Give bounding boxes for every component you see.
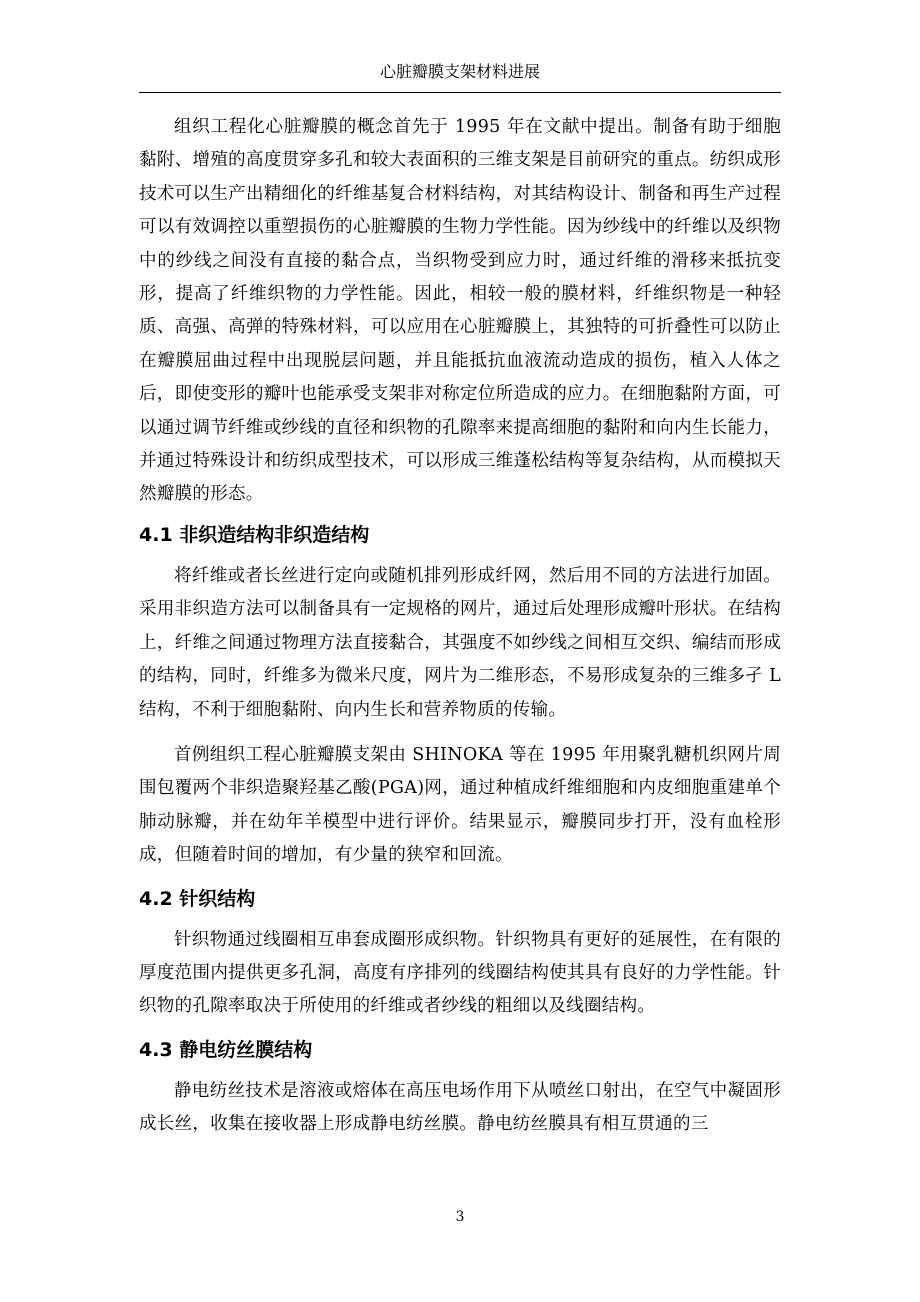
intro-paragraph: 组织工程化心脏瓣膜的概念首先于 1995 年在文献中提出。制备有助于细胞黏附、增殖的高度贯穿多孔和较大表面积的三维支架是目前研究的重点。纺织成形技术可以生产出精细化的纤维基复合材料结构，对其结构设计、制备和再生产过程可以有效调控以重塑损伤的心脏瓣膜的生物力学性能。因为纱线中的纤维以及织物中的纱线之间没有直接的黏合点，当织物受到应力时，通过纤维的滑移来抵抗变形，提高了纤维织物的力学性能。因此，相较一般的膜材料，纤维织物是一种轻质、高强、高弹的特殊材料，可以应用在心脏瓣膜上，其独特的可折叠性可以防止在瓣膜屈曲过程中出现脱层问题，并且能抵抗血液流动造成的损伤，植入人体之后，即使变形的瓣叶也能承受支架非对称定位所造成的应力。在细胞黏附方面，可以通过调节纤维或纱线的直径和织物的孔隙率来提高细胞的黏附和向内生长能力，并通过特殊设计和纺织成型技术，可以形成三维蓬松结构等复杂结构，从而模拟天然瓣膜的形态。 — [139, 117, 781, 505]
document-body — [139, 111, 781, 1142]
section-4-1-paragraph-1: 将纤维或者长丝进行定向或随机排列形成纤网，然后用不同的方法进行加固。采用非织造方法可以制备具有一定规格的网片，通过后处理形成瓣叶形状。在结构上，纤维之间通过物理方法直接黏合，其强度不如纱线之间相互交织、编结而形成的结构，同时，纤维多为微米尺度，网片为二维形态，不易形成复杂的三维多孑 L 结构，不利于细胞黏附、向内生长和营养物质的传输。 — [139, 565, 781, 720]
section-heading-4-2: 4.2 针织结构 — [139, 887, 256, 910]
section-heading-4-1: 4.1 非织造结构非织造结构 — [139, 523, 370, 546]
paragraph-spacer — [139, 727, 781, 739]
page-number: 3 — [455, 1209, 465, 1225]
section-4-1-paragraph-2: 首例组织工程心脏瓣膜支架由 SHINOKA 等在 1995 年用聚乳糖机织网片周围包覆两个非织造聚羟基乙酸(PGA)网，通过种植成纤维细胞和内皮细胞重建单个肺动脉瓣，并在幼年羊模型中进行评价。结果显示，瓣膜同步打开，没有血栓形成，但随着时间的增加，有少量的狭窄和回流。 — [139, 744, 781, 866]
section-4-3-paragraph-1: 静电纺丝技术是溶液或熔体在高压电场作用下从喷丝口射出，在空气中凝固形成长丝，收集在接收器上形成静电纺丝膜。静电纺丝膜具有相互贯通的三 — [139, 1080, 781, 1135]
section-4-2-paragraph-1: 针织物通过线圈相互串套成圈形成织物。针织物具有更好的延展性，在有限的厚度范围内提供更多孔洞，高度有序排列的线圈结构使其具有良好的力学性能。针织物的孔隙率取决于所使用的纤维或者纱线的粗细以及线圈结构。 — [139, 929, 781, 1017]
page-header-title: 心脏瓣膜支架材料进展 — [379, 62, 540, 81]
header-divider — [139, 92, 781, 93]
section-heading-4-3: 4.3 静电纺丝膜结构 — [139, 1038, 313, 1061]
